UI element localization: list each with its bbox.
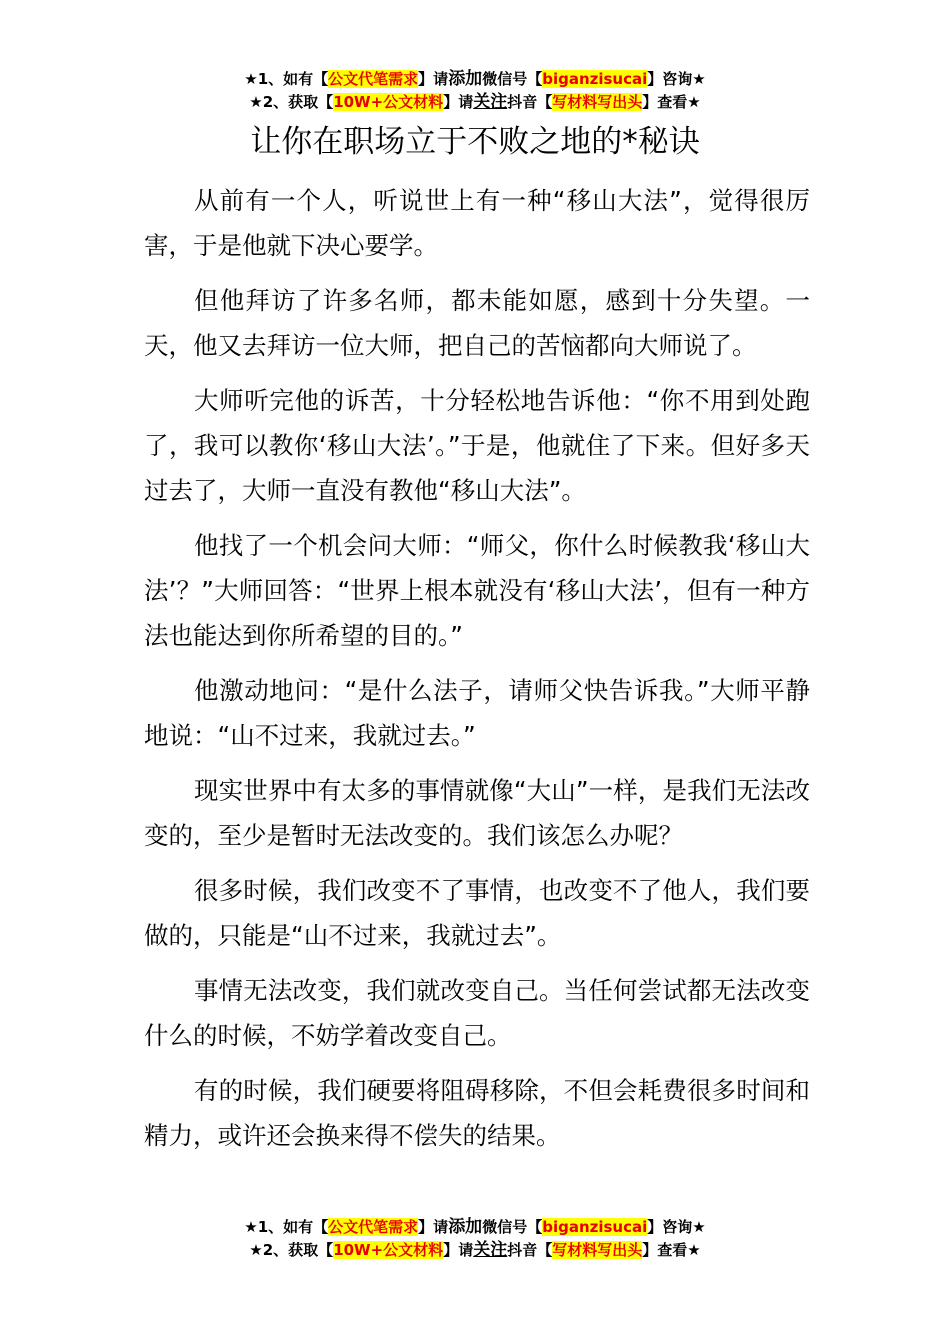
paragraph: 他找了一个机会问大师：“师父，你什么时候教我‘移山大法’？”大师回答：“世界上根本就没有‘移山大法’，但有一种方法也能达到你所希望的目的。” bbox=[144, 531, 810, 650]
banner-highlight: 10W+公文材料 bbox=[333, 93, 444, 111]
paragraph: 很多时候，我们改变不了事情，也改变不了他人，我们要做的，只能是“山不过来，我就过去”。 bbox=[144, 876, 810, 950]
paragraph: 事情无法改变，我们就改变自己。当任何尝试都无法改变什么的时候，不妨学着改变自己。 bbox=[144, 976, 810, 1050]
banner-line-1 bbox=[0, 68, 950, 91]
paragraph: 大师听完他的诉苦，十分轻松地告诉他：“你不用到处跑了，我可以教你‘移山大法’。”于是，他就住了下来。但好多天过去了，大师一直没有教他“移山大法”。 bbox=[144, 386, 810, 505]
document-body bbox=[144, 178, 810, 1168]
banner-text: 抖音【 bbox=[507, 1241, 553, 1259]
banner-douyin-id: 写材料写出头 bbox=[552, 93, 643, 111]
banner-emphasis: 关注 bbox=[473, 1240, 508, 1260]
banner-text: 】咨询★ bbox=[647, 1218, 706, 1236]
banner-highlight: 公文代笔需求 bbox=[328, 1218, 419, 1236]
banner-emphasis: 添加 bbox=[448, 1217, 483, 1237]
paragraph: 有的时候，我们硬要将阻碍移除，不但会耗费很多时间和精力，或许还会换来得不偿失的结果。 bbox=[144, 1076, 810, 1150]
banner-wechat-id: biganzisucai bbox=[542, 70, 648, 88]
banner-emphasis: 添加 bbox=[448, 69, 483, 89]
banner-text: 】查看★ bbox=[642, 93, 701, 111]
paragraph: 但他拜访了许多名师，都未能如愿，感到十分失望。一天，他又去拜访一位大师，把自己的苦恼都向大师说了。 bbox=[144, 286, 810, 360]
banner-text: 】查看★ bbox=[642, 1241, 701, 1259]
banner-text: ★2、获取【 bbox=[249, 93, 334, 111]
footer-banner bbox=[0, 1216, 950, 1262]
banner-text: 】请 bbox=[418, 1218, 449, 1236]
paragraph: 现实世界中有太多的事情就像“大山”一样，是我们无法改变的，至少是暂时无法改变的。我们该怎么办呢？ bbox=[144, 776, 810, 850]
banner-douyin-id: 写材料写出头 bbox=[552, 1241, 643, 1259]
banner-text: 微信号【 bbox=[482, 1218, 543, 1236]
document-title: 让你在职场立于不败之地的*秘诀 bbox=[250, 124, 700, 160]
banner-text: 抖音【 bbox=[507, 93, 553, 111]
banner-wechat-id: biganzisucai bbox=[542, 1218, 648, 1236]
banner-text: ★2、获取【 bbox=[249, 1241, 334, 1259]
banner-line-2 bbox=[0, 1239, 950, 1262]
paragraph: 他激动地问：“是什么法子，请师父快告诉我。”大师平静地说：“山不过来，我就过去。” bbox=[144, 676, 810, 750]
banner-text: ★1、如有【 bbox=[244, 1218, 329, 1236]
paragraph: 从前有一个人，听说世上有一种“移山大法”，觉得很厉害，于是他就下决心要学。 bbox=[144, 186, 810, 260]
banner-emphasis: 关注 bbox=[473, 92, 508, 112]
banner-text: 】请 bbox=[443, 1241, 474, 1259]
banner-highlight: 10W+公文材料 bbox=[333, 1241, 444, 1259]
header-banner bbox=[0, 68, 950, 114]
banner-highlight: 公文代笔需求 bbox=[328, 70, 419, 88]
banner-line-1 bbox=[0, 1216, 950, 1239]
banner-text: 】请 bbox=[443, 93, 474, 111]
banner-line-2 bbox=[0, 91, 950, 114]
banner-text: 微信号【 bbox=[482, 70, 543, 88]
banner-text: ★1、如有【 bbox=[244, 70, 329, 88]
banner-text: 】请 bbox=[418, 70, 449, 88]
banner-text: 】咨询★ bbox=[647, 70, 706, 88]
